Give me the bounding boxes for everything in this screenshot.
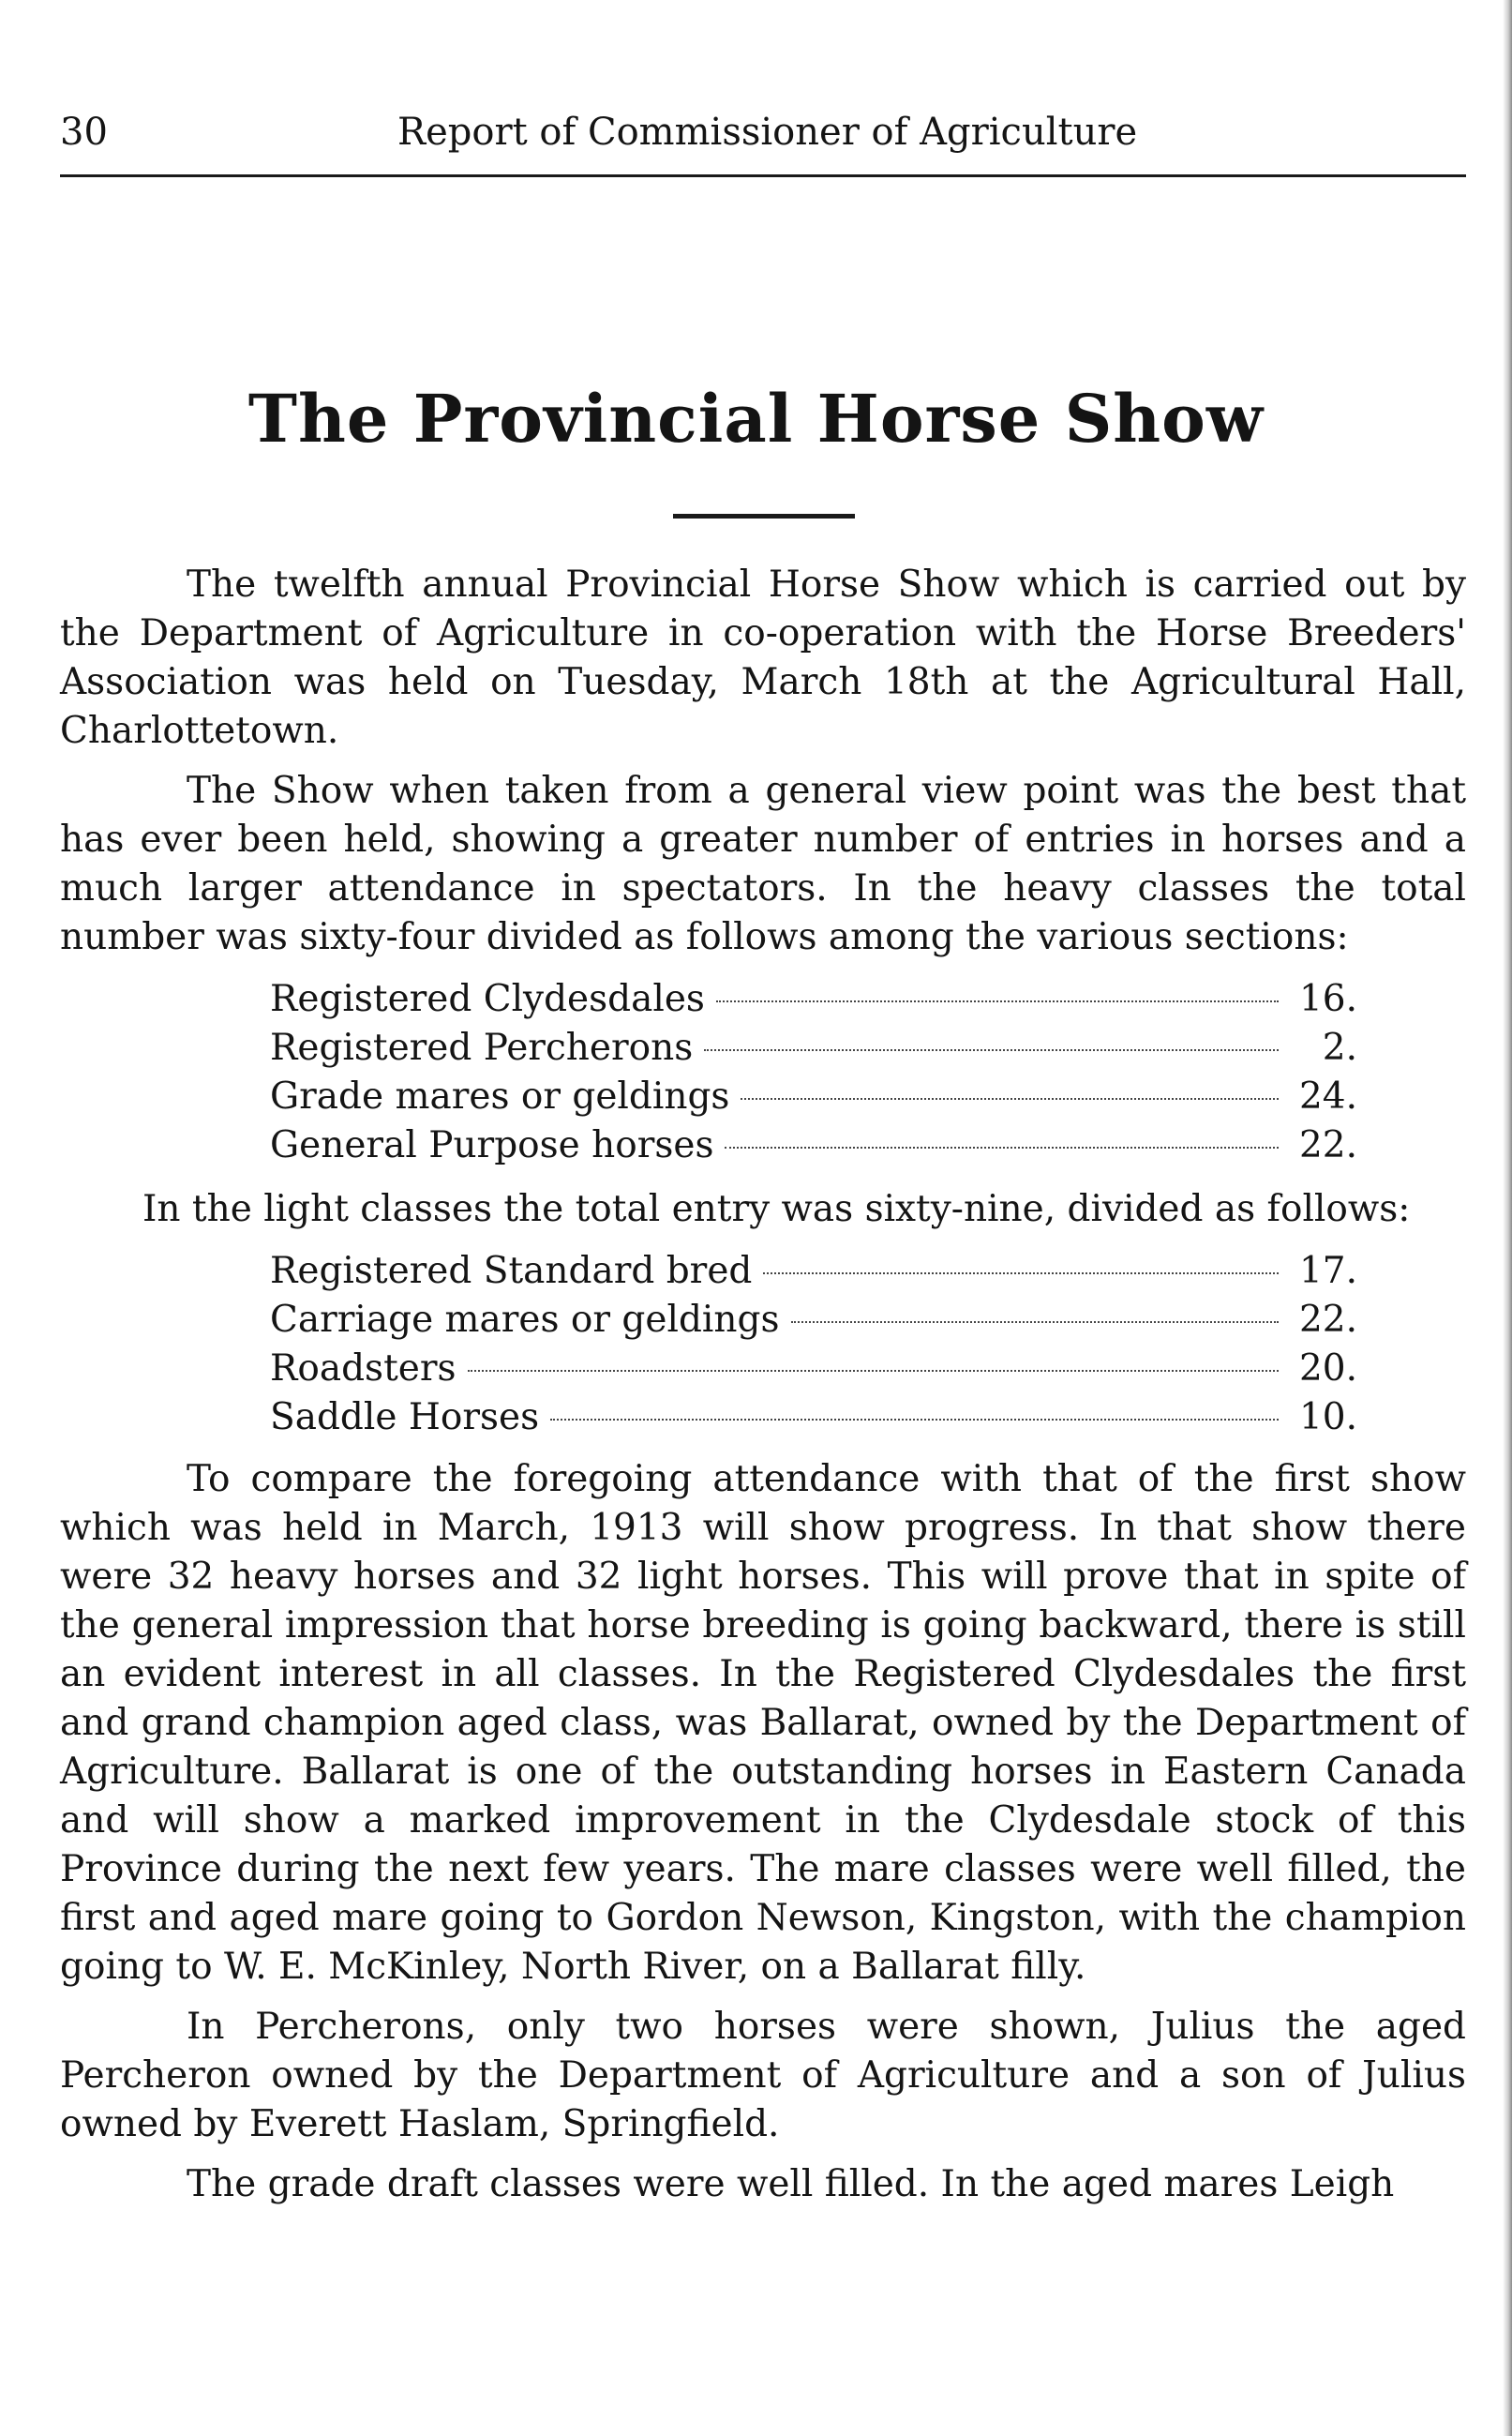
entry-label: Registered Clydesdales [270,978,705,1020]
dot-leader [704,1049,1279,1051]
list-item [270,1393,1357,1442]
entry-count: 10. [1298,1396,1357,1438]
entry-label: Grade mares or geldings [270,1075,730,1118]
list-item [270,975,1357,1024]
light-classes-lead: In the light classes the total entry was sixty-nine, divided as follows: [142,1188,1411,1230]
header-rule [60,174,1466,177]
dot-leader [763,1272,1279,1274]
entry-label: Roadsters [270,1347,457,1390]
entry-label: Carriage mares or geldings [270,1299,780,1341]
dot-leader [550,1419,1279,1421]
paragraph-intro: The twelfth annual Provincial Horse Show which is carried out by the Department of Agriculture in co-operation with the Horse Breeders' Association was held on Tuesday, March 18th at the Agricultural Hall, Charlottetown. [60,564,1466,752]
list-item [270,1247,1357,1296]
page-header [60,111,1466,167]
dot-leader [716,1000,1279,1002]
page-number: 30 [60,111,108,154]
paragraph-comparison: To compare the foregoing attendance with that of the first show which was held in March, 1913 will show progress. In that show there were 32 heavy horses and 32 light horses. This will prove that in spite of the general impression that horse breeding is going backward, there is still an evident interest in all classes. In the Registered Clydesdales the first and grand champion aged class, was Ballarat, owned by the Department of Agriculture. Ballarat is one of the outstanding horses in Eastern Canada and will show a marked improvement in the Clydesdale stock of this Province during the next few years. The mare classes were well filled, the first and aged mare going to Gordon Newson, Kingston, with the champion going to W. E. McKinley, North River, on a Ballarat filly. [60,1458,1466,1988]
entry-count: 24. [1298,1075,1357,1118]
entry-label: General Purpose horses [270,1124,714,1166]
title-rule [673,514,855,519]
list-item [270,1073,1357,1121]
dot-leader [741,1098,1279,1100]
page-edge-shadow [1503,0,1512,2436]
entry-label: Registered Percherons [270,1027,694,1069]
article-title: The Provincial Horse Show [247,380,1265,458]
entry-count: 16. [1298,978,1357,1020]
dot-leader [468,1370,1280,1372]
list-item [270,1345,1357,1393]
list-item [270,1296,1357,1345]
entry-label: Registered Standard bred [270,1250,753,1292]
entry-count: 17. [1298,1250,1357,1292]
paragraph-percherons: In Percherons, only two horses were shown, Julius the aged Percheron owned by the Department of Agriculture and a son of Julius owned by Everett Haslam, Springfield. [60,2006,1466,2145]
article-body [60,561,1466,2209]
list-item [270,1121,1357,1170]
paragraph-grade-draft: The grade draft classes were well filled. In the aged mares Leigh [187,2163,1395,2205]
list-item [270,1024,1357,1073]
heavy-classes-list [270,975,1357,1170]
entry-count: 2. [1322,1027,1357,1069]
running-head: Report of Commissioner of Agriculture [397,111,1138,154]
light-classes-list [270,1247,1357,1442]
dot-leader [725,1147,1279,1149]
entry-count: 20. [1298,1347,1357,1390]
entry-label: Saddle Horses [270,1396,540,1438]
dot-leader [791,1321,1280,1323]
entry-count: 22. [1298,1299,1357,1341]
paragraph-overview: The Show when taken from a general view point was the best that has ever been held, showing a greater number of entries in horses and a much larger attendance in spectators. In the heavy classes the total number was sixty-four divided as follows among the various sections: [60,770,1466,958]
entry-count: 22. [1298,1124,1357,1166]
